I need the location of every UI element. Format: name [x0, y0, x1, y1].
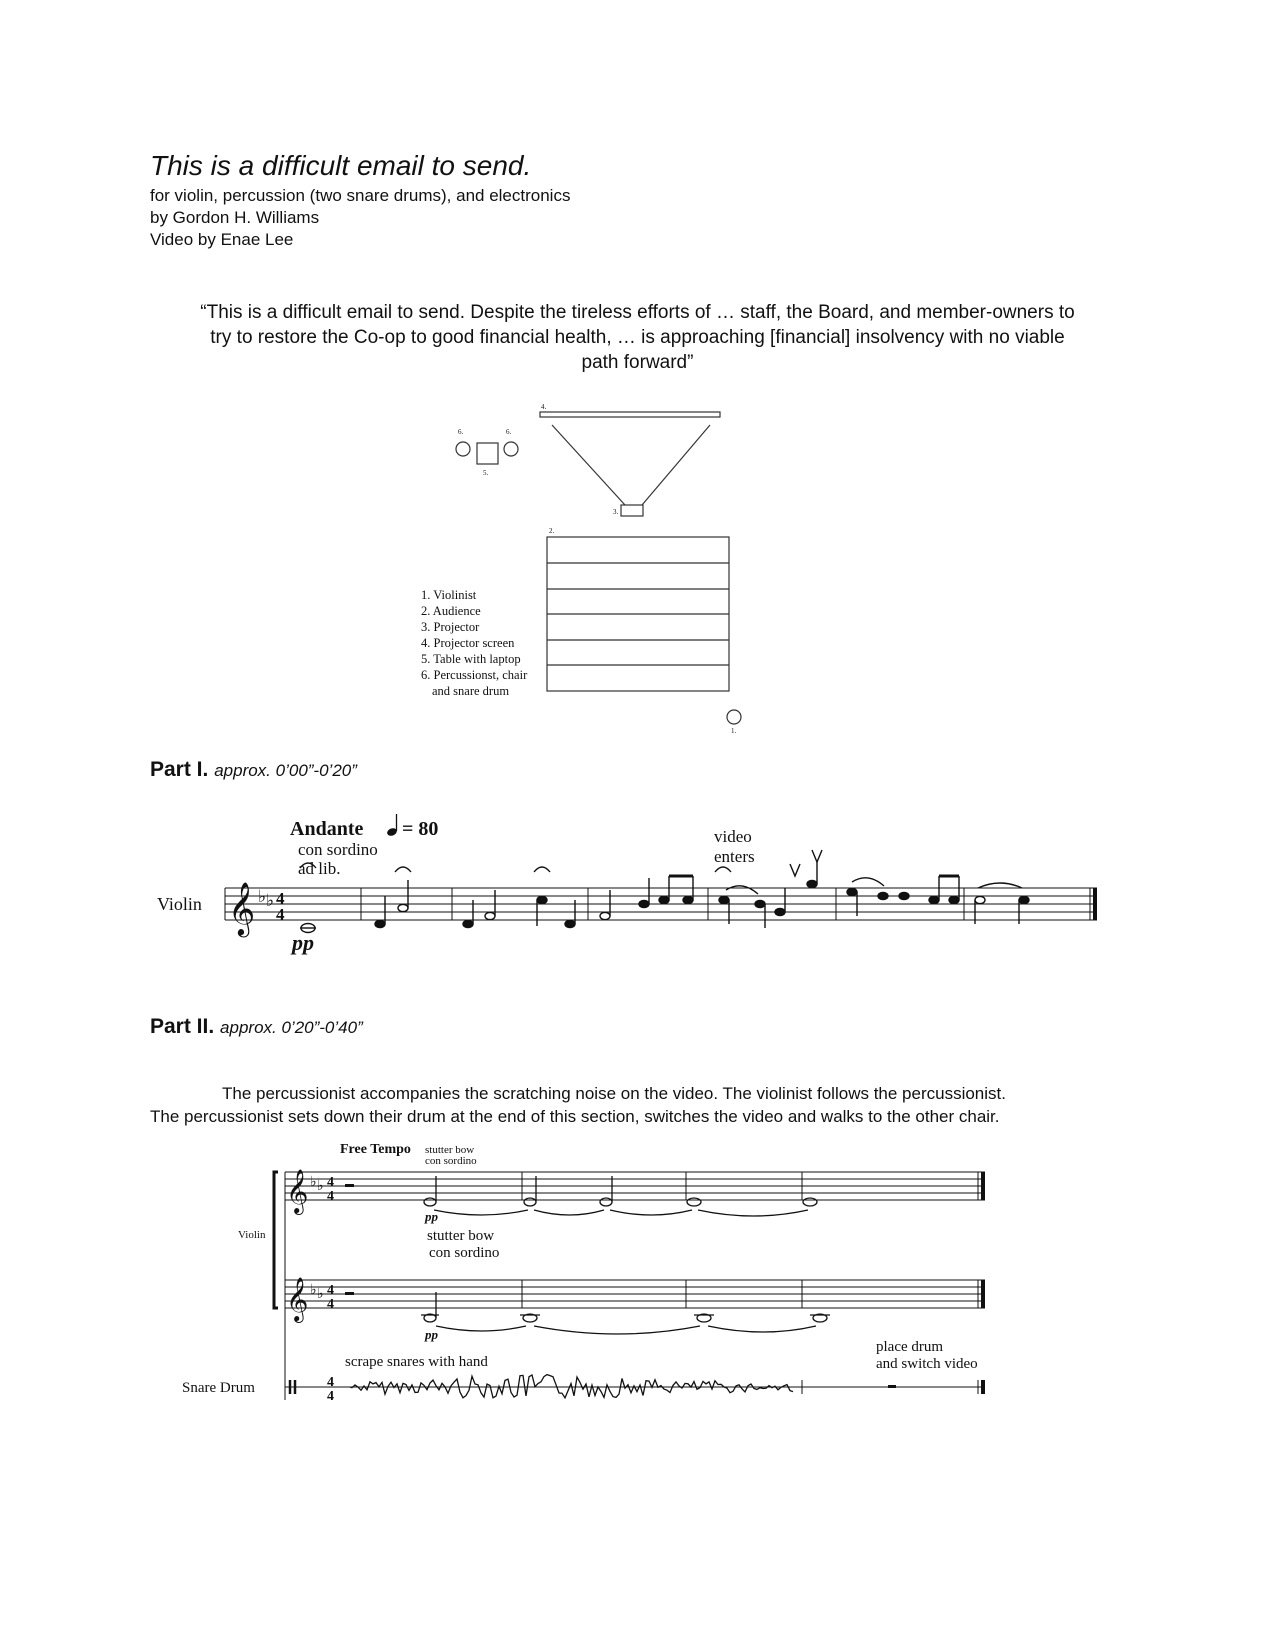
percussionist-right: [504, 442, 518, 456]
direction-ad-lib: ad lib.: [298, 859, 341, 878]
video-enters-1: video: [714, 827, 752, 846]
violinist-position: [727, 710, 741, 724]
part-1-label: Part I.: [150, 758, 209, 781]
quote-line-1: “This is a difficult email to send. Despite the tireless efforts of … staff, the Board, and member-owners to: [200, 302, 1075, 323]
flat-icon: ♭: [317, 1287, 324, 1302]
instruction-line-1: The percussionist accompanies the scratching noise on the video. The violinist follows the percussionist.: [222, 1084, 1006, 1103]
flat-icon: ♭: [310, 1175, 317, 1190]
time-signature: 4: [327, 1175, 334, 1190]
whole-rest: [888, 1385, 896, 1388]
dynamic-pp-bottom: pp: [425, 1327, 438, 1342]
time-signature: 4: [327, 1297, 334, 1312]
part-2-heading: [150, 1015, 363, 1039]
legend-item: 5. Table with laptop: [421, 652, 521, 666]
legend-item: 4. Projector screen: [421, 636, 515, 650]
con-sordino-small: con sordino: [425, 1155, 477, 1167]
diagram-legend: [421, 588, 528, 698]
place-drum-1: place drum: [876, 1339, 944, 1355]
scrape-waveform: [350, 1375, 793, 1398]
part-1-score: [0, 800, 1275, 980]
projection-line-left: [552, 425, 625, 505]
con-sordino-large: con sordino: [429, 1245, 500, 1261]
projector-screen: [540, 412, 720, 417]
treble-clef-icon: 𝄞: [286, 1171, 309, 1213]
label-6a: 6.: [458, 428, 464, 436]
projector: [621, 505, 643, 516]
treble-clef-icon: 𝄞: [286, 1279, 309, 1321]
direction-con-sordino: con sordino: [298, 840, 378, 859]
legend-item: 6. Percussionst, chair: [421, 668, 528, 682]
stage-diagram: [0, 0, 1275, 760]
quote-line-2: try to restore the Co-op to good financial health, … is approaching [financial] insolvency with no viable: [210, 327, 1065, 348]
legend-item: 3. Projector: [421, 620, 480, 634]
free-tempo-marking: Free Tempo: [340, 1142, 411, 1157]
instrumentation: for violin, percussion (two snare drums), and electronics: [150, 186, 571, 205]
time-signature: 4: [276, 889, 285, 908]
dynamic-pp-top: pp: [425, 1209, 438, 1224]
percussionist-left: [456, 442, 470, 456]
dynamic-pp: pp: [292, 930, 314, 955]
system-bracket: [274, 1172, 278, 1308]
part-2-instructions: [150, 1082, 1135, 1128]
label-5: 5.: [483, 469, 489, 477]
label-3: 3.: [613, 508, 619, 516]
time-signature: 4: [327, 1375, 334, 1390]
legend-item: 2. Audience: [421, 604, 481, 618]
label-2: 2.: [549, 527, 555, 535]
flat-icon: ♭: [310, 1283, 317, 1298]
snare-drum-label: Snare Drum: [182, 1380, 255, 1396]
tempo-marking: Andante: [290, 818, 364, 840]
time-signature: 4: [327, 1189, 334, 1204]
part-2-score: [0, 1130, 1275, 1420]
time-signature: 4: [327, 1283, 334, 1298]
part-2-time: approx. 0’20”-0’40”: [220, 1018, 363, 1037]
part-1-time: approx. 0’00”-0’20”: [214, 761, 357, 780]
stutter-bow-small: stutter bow: [425, 1144, 475, 1156]
part-1-heading: [150, 758, 357, 782]
legend-item: and snare drum: [432, 684, 510, 698]
time-signature: 4: [276, 905, 285, 924]
half-rest: [345, 1184, 354, 1187]
piece-title: This is a difficult email to send.: [150, 150, 532, 181]
label-6b: 6.: [506, 428, 512, 436]
laptop-table: [477, 443, 498, 464]
part-2-label: Part II.: [150, 1015, 215, 1038]
quote-line-3: path forward”: [581, 352, 694, 373]
label-4: 4.: [541, 403, 547, 411]
label-1: 1.: [731, 727, 737, 735]
composer: by Gordon H. Williams: [150, 208, 320, 227]
time-signature: 4: [327, 1389, 334, 1404]
legend-item: 1. Violinist: [421, 588, 477, 602]
stutter-bow-large: stutter bow: [427, 1228, 495, 1244]
flat-icon: ♭: [266, 891, 275, 910]
instruction-line-2: The percussionist sets down their drum at the end of this section, switches the video and walks to the other chair.: [150, 1107, 1000, 1126]
tempo-value: = 80: [402, 818, 439, 840]
instrument-label-violin: Violin: [157, 894, 202, 914]
flat-icon: ♭: [317, 1179, 324, 1194]
treble-clef-icon: 𝄞: [228, 883, 256, 934]
video-credit: Video by Enae Lee: [150, 230, 294, 249]
scrape-instruction: scrape snares with hand: [345, 1354, 488, 1370]
half-rest: [345, 1292, 354, 1295]
projection-line-right: [642, 425, 710, 505]
video-enters-2: enters: [714, 847, 755, 866]
violin-label: Violin: [238, 1229, 266, 1241]
quarter-note-icon: [386, 814, 398, 837]
place-drum-2: and switch video: [876, 1356, 978, 1372]
violin-staff-top: [285, 1172, 985, 1200]
violin-staff-bottom: [285, 1280, 985, 1308]
flat-icon: ♭: [258, 887, 267, 906]
